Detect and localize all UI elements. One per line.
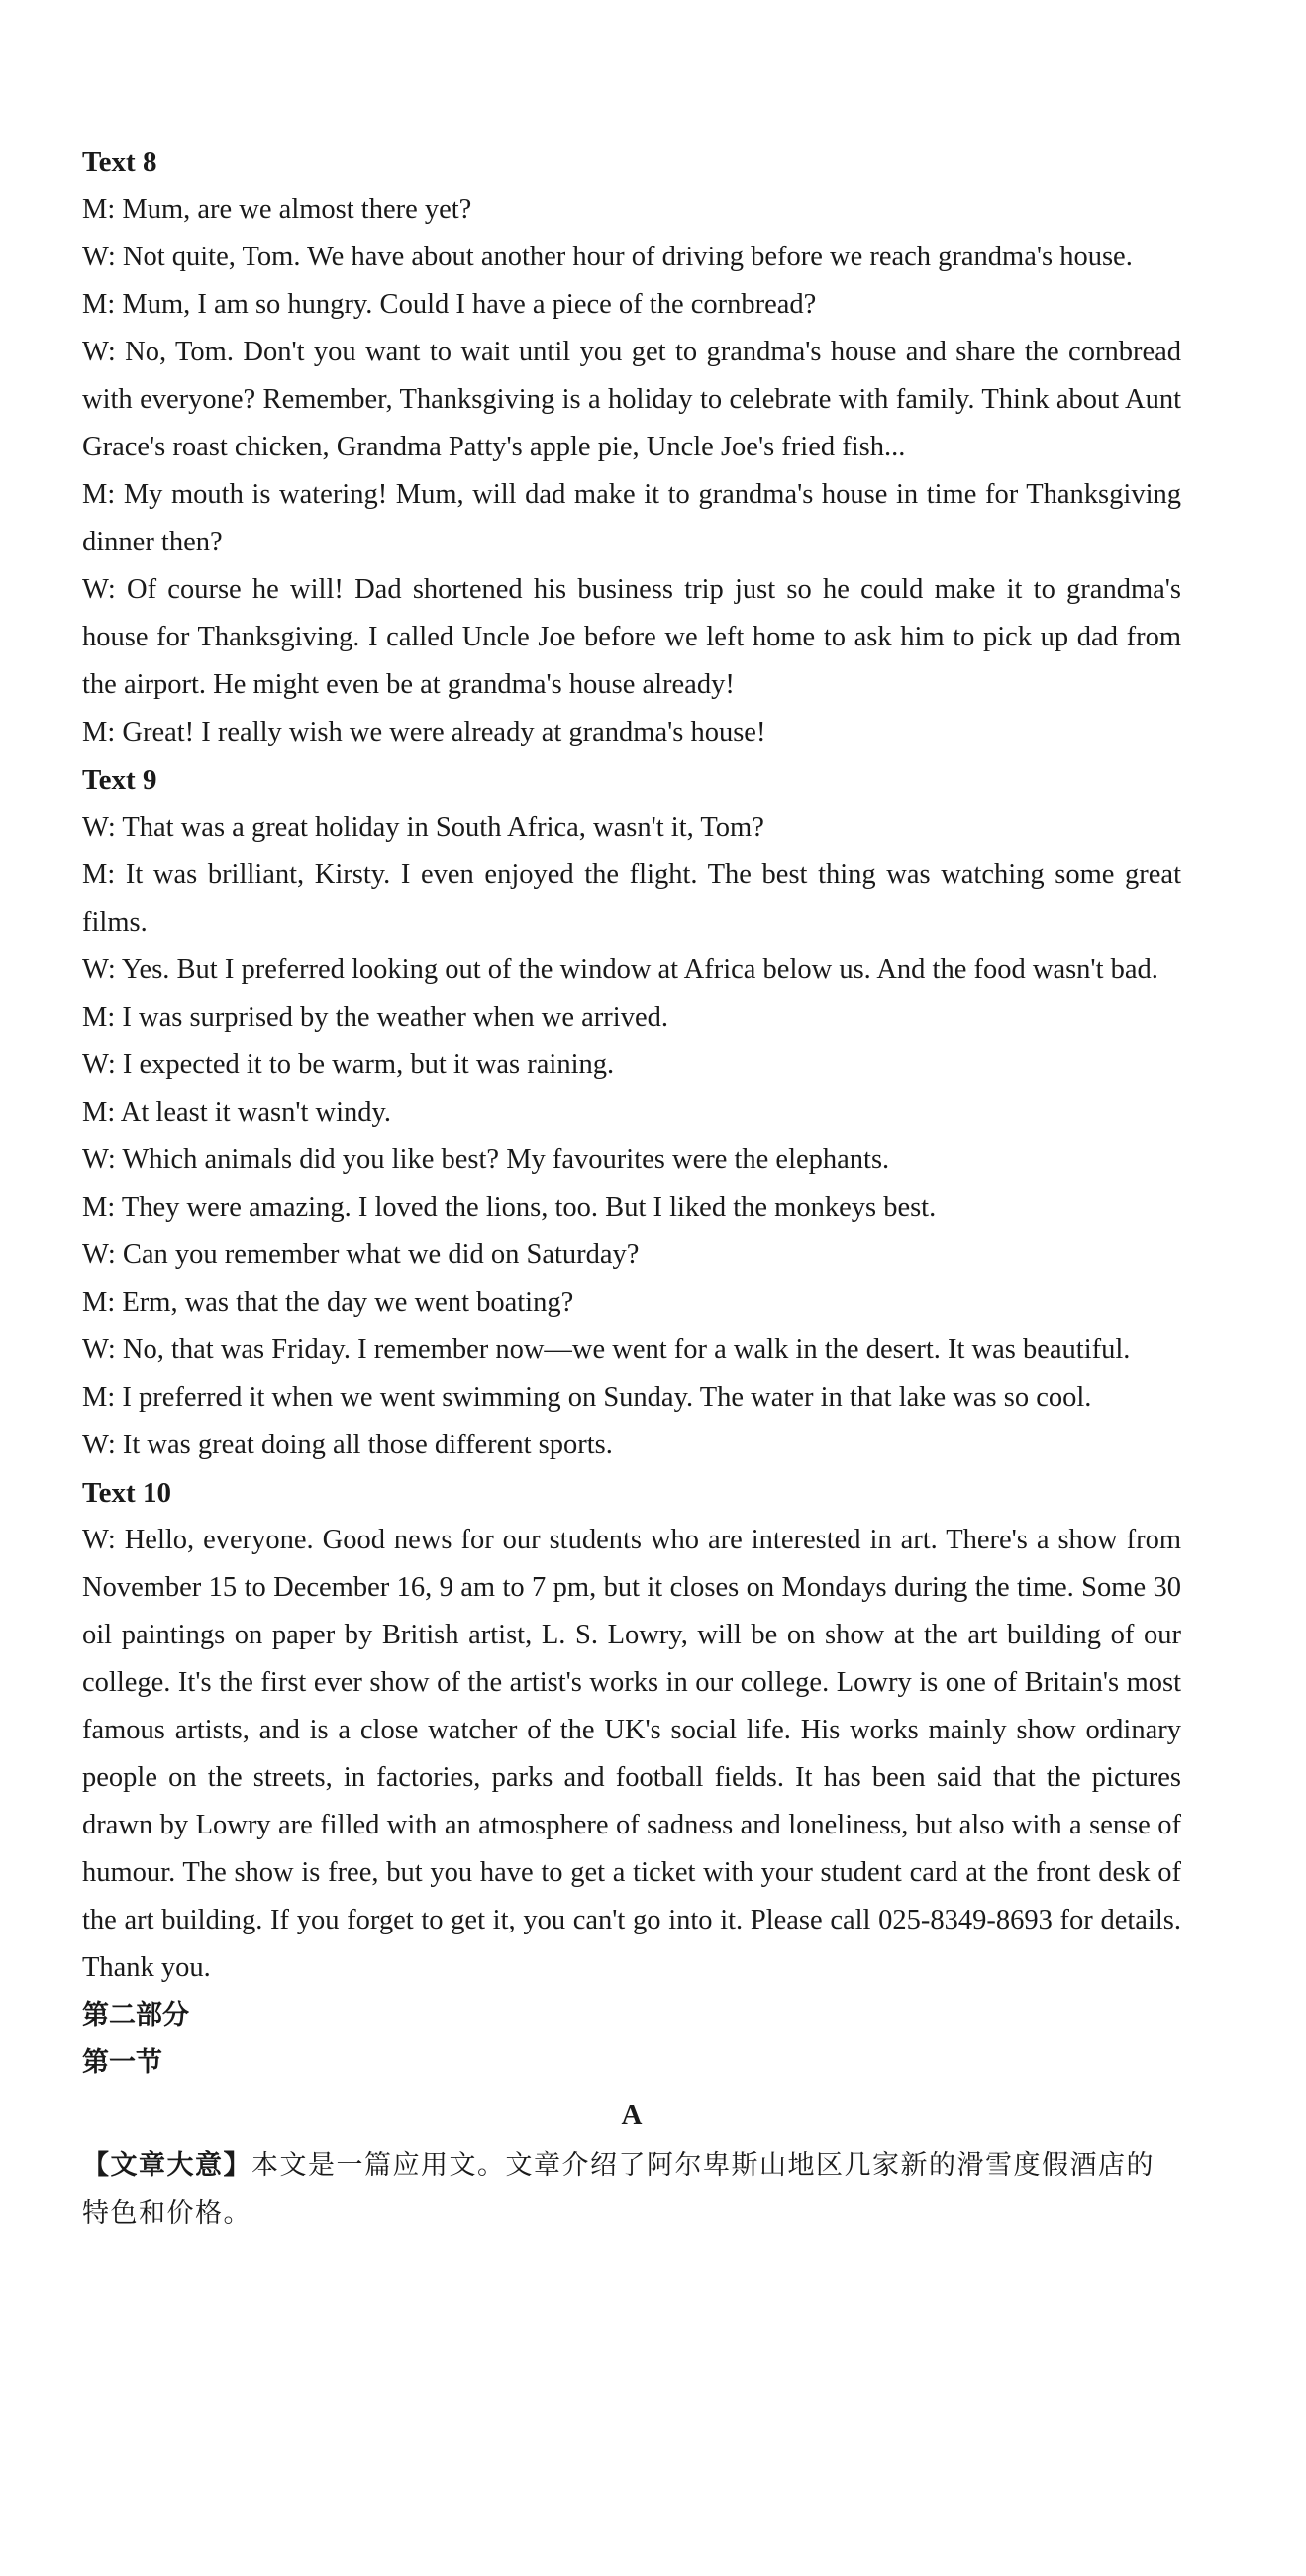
dialogue-line: W: It was great doing all those different sports. [82,1430,613,1460]
dialogue-line: W: That was a great holiday in South Africa, wasn't it, Tom? [82,812,764,842]
dialogue-line: M: Erm, was that the day we went boating? [82,1287,574,1318]
dialogue-line: M: At least it wasn't windy. [82,1097,392,1128]
text-9-heading: Text 9 [82,764,157,796]
text-8-dialogue [82,186,1181,756]
text-9-dialogue [82,804,1181,1469]
dialogue-line: M: Great! I really wish we were already at grandma's house! [82,717,766,747]
dialogue-line: W: Yes. But I preferred looking out of the window at Africa below us. And the food wasn't bad. [82,954,1158,985]
dialogue-line: M: It was brilliant, Kirsty. I even enjoyed the flight. The best thing was watching some great films. [82,859,1181,938]
dialogue-line: M: They were amazing. I loved the lions, too. But I liked the monkeys best. [82,1192,937,1223]
dialogue-line: M: I was surprised by the weather when we arrived. [82,1002,668,1033]
dialogue-line: M: Mum, I am so hungry. Could I have a piece of the cornbread? [82,289,817,320]
text-8-heading: Text 8 [82,147,157,178]
dialogue-line: W: No, Tom. Don't you want to wait until you get to grandma's house and share the cornbread with everyone? Remember, Thanksgiving is a holiday to celebrate with family. Think about Aunt Grace's roast chicken, Grandma Patty's apple pie, Uncle Joe's fried fish... [82,337,1181,462]
part-two-title: 第二部分 [82,2000,189,2031]
summary-tag: 【文章大意】 [82,2150,251,2181]
monologue-paragraph: W: Hello, everyone. Good news for our students who are interested in art. There's a show from November 15 to December 16, 9 am to 7 pm, but it closes on Mondays during the time. Some 30 oil paintings on paper by British artist, L. S. Lowry, will be on show at the art building of our college. It's the first ever show of the artist's works in our college. Lowry is one of Britain's most famous artists, and is a close watcher of the UK's social life. His works mainly show ordinary people on the streets, in factories, parks and football fields. It has been said that the pictures drawn by Lowry are filled with an atmosphere of sadness and loneliness, but also with a sense of humour. The show is free, but you have to get a ticket with your student card at the front desk of the art building. If you forget to get it, you can't go into it. Please call 025-8349-8693 for details. Thank you. [82,1525,1181,1983]
text-10-monologue [82,1517,1181,1992]
dialogue-line: M: Mum, are we almost there yet? [82,194,472,225]
answer-key-page [82,139,1181,2237]
article-summary [82,2142,1181,2237]
dialogue-line: M: I preferred it when we went swimming on Sunday. The water in that lake was so cool. [82,1382,1092,1413]
dialogue-line: W: No, that was Friday. I remember now—we went for a walk in the desert. It was beautiful. [82,1335,1131,1365]
dialogue-line: M: My mouth is watering! Mum, will dad make it to grandma's house in time for Thanksgiving dinner then? [82,479,1181,557]
passage-letter: A [621,2099,643,2130]
section-one-title: 第一节 [82,2047,162,2078]
dialogue-line: W: I expected it to be warm, but it was raining. [82,1049,615,1080]
text-10-heading: Text 10 [82,1477,171,1509]
summary-text: 本文是一篇应用文。文章介绍了阿尔卑斯山地区几家新的滑雪度假酒店的特色和价格。 [82,2150,1155,2229]
dialogue-line: W: Which animals did you like best? My favourites were the elephants. [82,1144,890,1175]
dialogue-line: W: Of course he will! Dad shortened his business trip just so he could make it to grandma's house for Thanksgiving. I called Uncle Joe before we left home to ask him to pick up dad from the airport. He might even be at grandma's house already! [82,574,1181,700]
dialogue-line: W: Not quite, Tom. We have about another hour of driving before we reach grandma's house. [82,242,1133,272]
dialogue-line: W: Can you remember what we did on Saturday? [82,1239,640,1270]
